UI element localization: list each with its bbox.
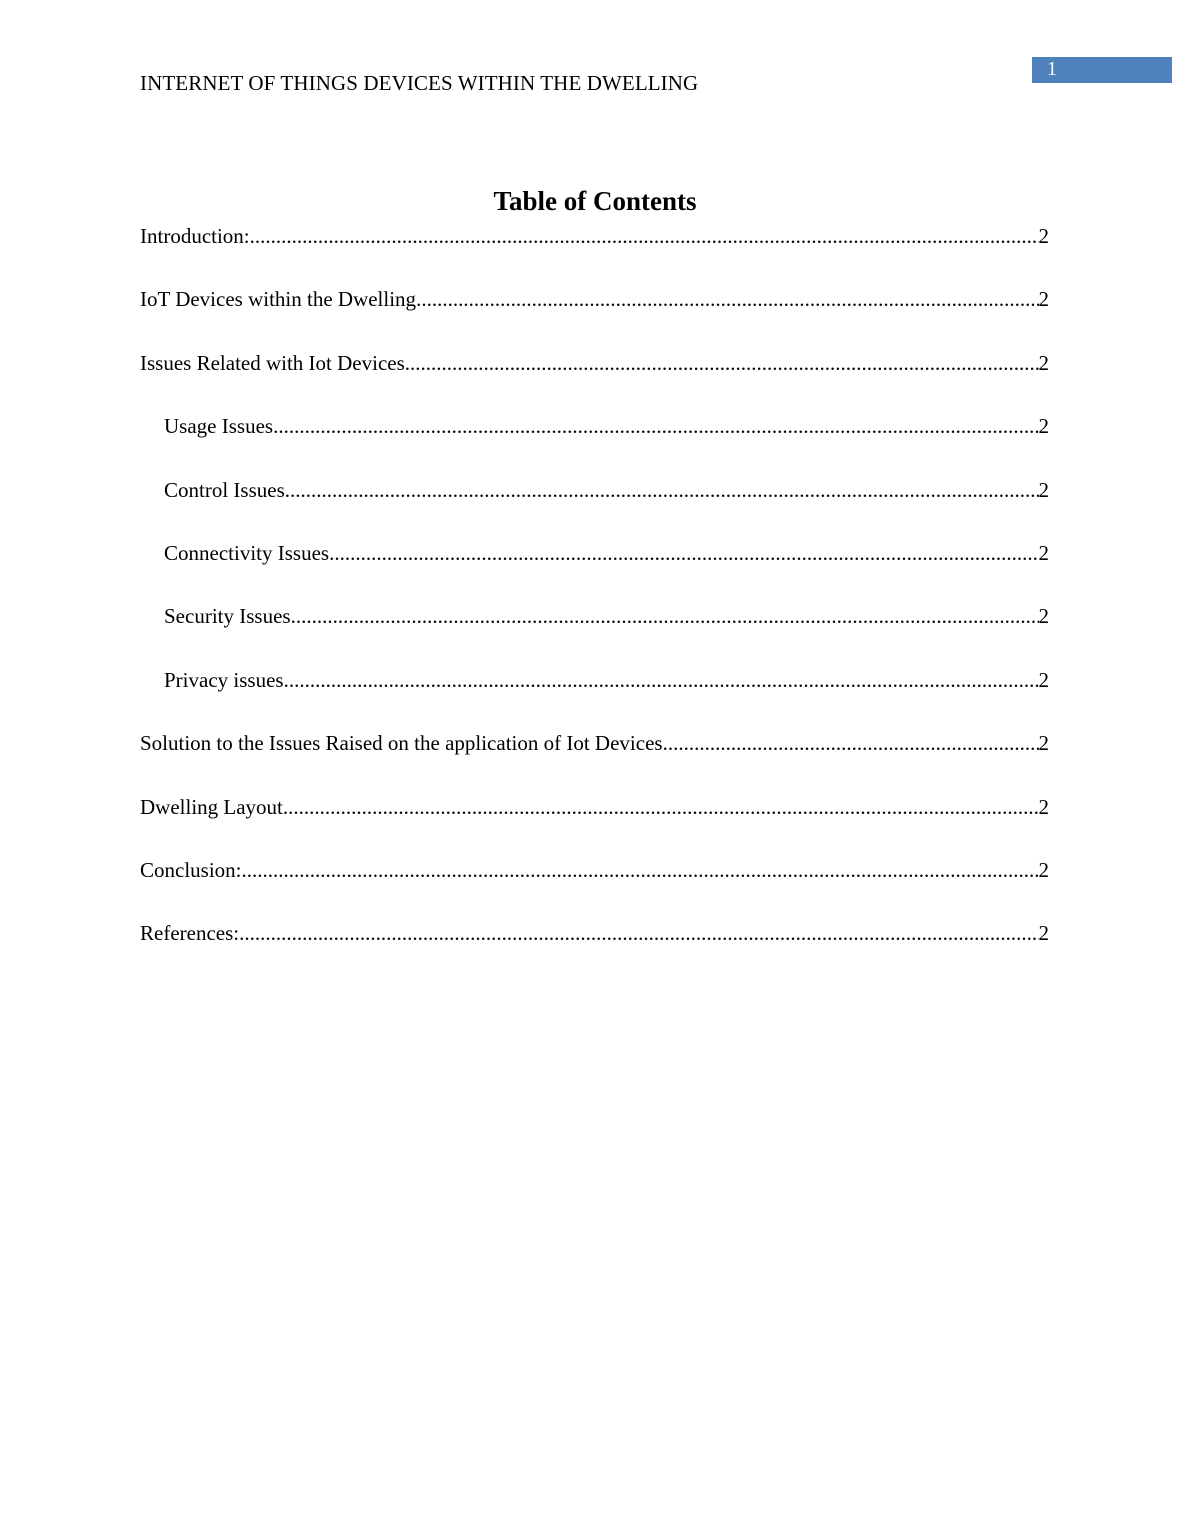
toc-dot-leader: [273, 412, 1038, 440]
toc-entry-label: Connectivity Issues: [164, 540, 330, 565]
toc-entry-page: 2: [1038, 350, 1049, 375]
toc-entry-control-issues[interactable]: [140, 476, 1049, 539]
toc-entry-page: 2: [1038, 794, 1049, 819]
toc-entry-page: 2: [1038, 287, 1049, 312]
toc-entry-privacy-issues[interactable]: [140, 666, 1049, 729]
toc-entry-issues-related[interactable]: [140, 349, 1049, 412]
toc-entry-connectivity-issues[interactable]: [140, 539, 1049, 602]
toc-entry-page: 2: [1038, 540, 1049, 565]
toc-title: Table of Contents: [493, 186, 697, 216]
toc-entry-label: IoT Devices within the Dwelling: [140, 287, 417, 312]
running-head: INTERNET OF THINGS DEVICES WITHIN THE DWELLING: [140, 71, 699, 95]
toc-dot-leader: [663, 729, 1039, 757]
toc-entry-introduction[interactable]: [140, 222, 1049, 285]
toc-dot-leader: [239, 919, 1038, 947]
toc-entry-page: 2: [1038, 857, 1049, 882]
toc-dot-leader: [329, 539, 1038, 567]
toc-dot-leader: [284, 666, 1039, 694]
toc-entry-security-issues[interactable]: [140, 602, 1049, 665]
toc-dot-leader: [285, 476, 1039, 504]
toc-entry-label: Security Issues: [164, 604, 291, 629]
toc-dot-leader: [250, 222, 1039, 250]
toc-entry-references[interactable]: [140, 919, 1049, 982]
toc-entry-label: Issues Related with Iot Devices: [140, 350, 405, 375]
toc-dot-leader: [242, 856, 1039, 884]
toc-entry-label: Solution to the Issues Raised on the application of Iot Devices: [140, 731, 663, 756]
toc-entry-label: Control Issues: [164, 477, 285, 502]
toc-entry-page: 2: [1038, 604, 1049, 629]
toc-entry-label: References:: [140, 921, 240, 946]
toc-entry-label: Privacy issues: [164, 667, 284, 692]
toc-entry-usage-issues[interactable]: [140, 412, 1049, 475]
toc-entry-label: Introduction:: [140, 224, 250, 248]
toc-entry-page: 2: [1038, 477, 1049, 502]
toc-dot-leader: [283, 793, 1039, 821]
toc-entry-page: 2: [1038, 731, 1049, 756]
page-number-badge: [1032, 57, 1172, 83]
toc-entry-page: 2: [1038, 414, 1049, 439]
toc-list: [140, 222, 1049, 983]
toc-entry-page: 2: [1038, 224, 1049, 248]
toc-entry-label: Usage Issues: [164, 414, 274, 439]
toc-entry-solution[interactable]: [140, 729, 1049, 792]
page-number: 1: [1047, 58, 1057, 80]
toc-dot-leader: [291, 602, 1039, 630]
toc-entry-conclusion[interactable]: [140, 856, 1049, 919]
toc-entry-label: Conclusion:: [140, 857, 242, 882]
toc-dot-leader: [405, 349, 1039, 377]
toc-entry-page: 2: [1038, 921, 1049, 946]
toc-entry-dwelling-layout[interactable]: [140, 793, 1049, 856]
toc-entry-label: Dwelling Layout: [140, 794, 283, 819]
toc-entry-iot-devices[interactable]: [140, 285, 1049, 348]
toc-entry-page: 2: [1038, 667, 1049, 692]
toc-dot-leader: [416, 285, 1038, 313]
